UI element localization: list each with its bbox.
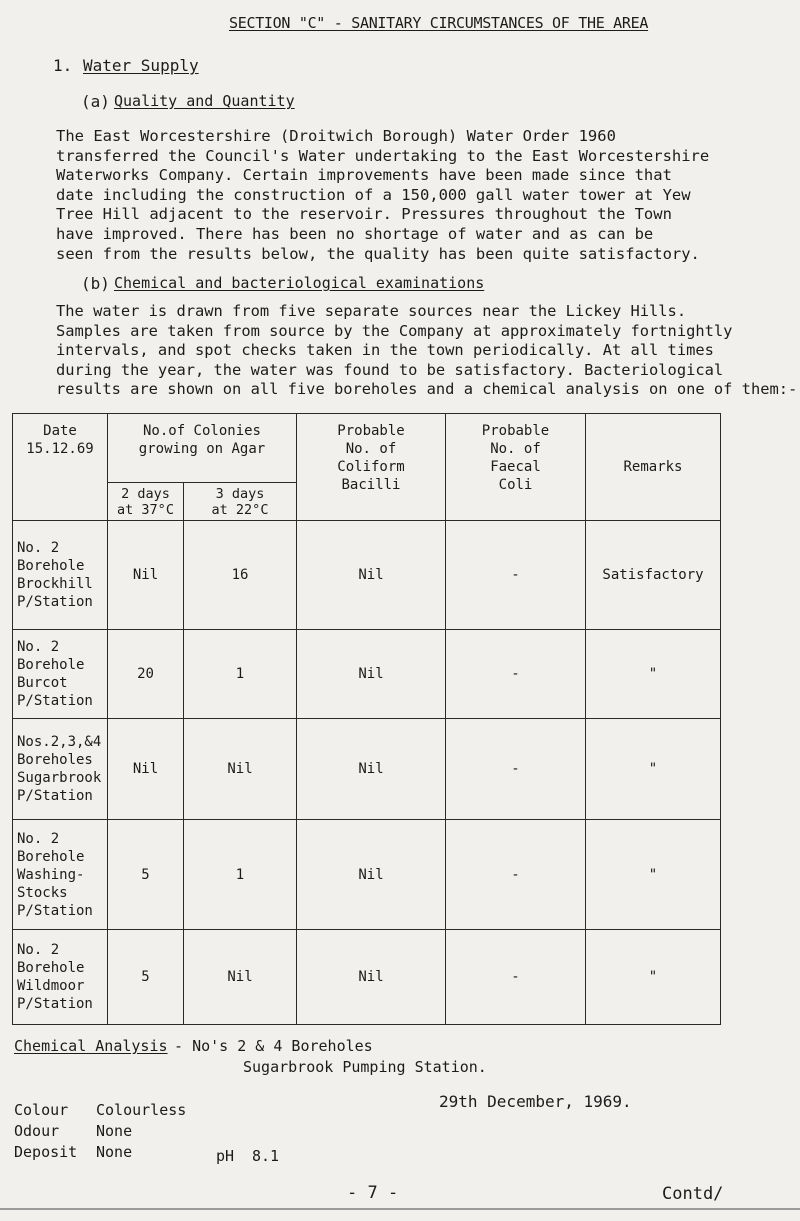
coliform-cell: Nil (297, 630, 446, 719)
faecal-cell: - (446, 630, 586, 719)
item-title: Water Supply (83, 56, 199, 75)
ph-value: 8.1 (252, 1147, 280, 1165)
page-number: - 7 - (347, 1183, 399, 1203)
days3-cell: Nil (184, 719, 297, 820)
coliform-cell: Nil (297, 521, 446, 630)
table-row (13, 930, 721, 1025)
colour-label: Colour (14, 1101, 69, 1119)
sub-a-label: (a) (81, 92, 110, 111)
bacteriological-results-table (12, 413, 721, 1025)
colonies-header-text: No.of Colonies growing on Agar (138, 423, 266, 457)
days2-cell: 20 (108, 630, 184, 719)
chemical-analysis-desc-line1: - No's 2 & 4 Boreholes (165, 1037, 373, 1055)
faecal-cell: - (446, 521, 586, 630)
faecal-cell: - (446, 820, 586, 930)
item-number: 1. (53, 56, 73, 75)
source-cell (13, 630, 108, 719)
coliform-header-text: Probable No. of Coliform Bacilli (337, 423, 405, 493)
days2-header (108, 483, 184, 521)
remarks-header (586, 414, 721, 521)
days3-cell: Nil (184, 930, 297, 1025)
days2-cell: 5 (108, 820, 184, 930)
days2-cell: Nil (108, 521, 184, 630)
coliform-cell: Nil (297, 930, 446, 1025)
source-cell (13, 930, 108, 1025)
source-text: Nos.2,3,&4 Boreholes Sugarbrook P/Station (17, 734, 102, 804)
days3-header (184, 483, 297, 521)
days2-header-text: 2 days at 37°C (117, 485, 174, 518)
source-text: No. 2 Borehole Brockhill P/Station (17, 540, 93, 610)
coliform-cell: Nil (297, 820, 446, 930)
source-cell (13, 521, 108, 630)
days3-header-text: 3 days at 22°C (211, 485, 269, 518)
deposit-label: Deposit (14, 1143, 78, 1161)
source-text: No. 2 Borehole Wildmoor P/Station (17, 942, 93, 1012)
chemical-analysis-title: Chemical Analysis (14, 1037, 168, 1055)
date-header (13, 414, 108, 521)
remarks-cell: " (586, 820, 721, 930)
source-text: No. 2 Borehole Burcot P/Station (17, 639, 93, 709)
days3-cell: 1 (184, 630, 297, 719)
remarks-cell: Satisfactory (586, 521, 721, 630)
sub-a-paragraph: The East Worcestershire (Droitwich Borough) Water Order 1960 transferred the Council's Water undertaking to the East Worcestershire Waterworks Company. Certain improvements have been made since that date including the construction of a 150,000 gall water tower at Yew Tree Hill adjacent to the reservoir. Pressures throughout the Town have improved. There has been no shortage of water and as can be seen from the results below, the quality has been quite satisfactory. (56, 127, 710, 263)
faecal-header-text: Probable No. of Faecal Coli (481, 423, 550, 493)
days3-cell: 1 (184, 820, 297, 930)
faecal-cell: - (446, 930, 586, 1025)
colour-value: Colourless (96, 1101, 187, 1119)
table-row (13, 630, 721, 719)
source-cell (13, 820, 108, 930)
days3-cell: 16 (184, 521, 297, 630)
remarks-cell: " (586, 630, 721, 719)
sub-b-paragraph: The water is drawn from five separate sources near the Lickey Hills. Samples are taken from source by the Company at approximately fortnightly intervals, and spot checks taken in the town periodically. At all times during the year, the water was found to be satisfactory. Bacteriological results are shown on all five boreholes and a chemical analysis on one of them:- (56, 302, 798, 399)
table-row (13, 820, 721, 930)
remarks-cell: " (586, 719, 721, 820)
coliform-header (297, 414, 446, 521)
sub-a-title: Quality and Quantity (114, 92, 295, 110)
colonies-header (108, 414, 297, 483)
coliform-cell: Nil (297, 719, 446, 820)
date-header-text: Date 15.12.69 (26, 423, 94, 457)
faecal-header (446, 414, 586, 521)
table-row (13, 521, 721, 630)
sub-b-label: (b) (81, 274, 110, 293)
section-title: SECTION "C" - SANITARY CIRCUMSTANCES OF THE AREA (229, 14, 649, 32)
contd-label: Contd/ (662, 1184, 724, 1204)
remarks-cell: " (586, 930, 721, 1025)
page-edge-line (0, 1208, 800, 1210)
source-cell (13, 719, 108, 820)
deposit-value: None (96, 1143, 133, 1161)
sub-b-title: Chemical and bacteriological examinations (114, 274, 485, 292)
source-text: No. 2 Borehole Washing- Stocks P/Station (17, 830, 93, 919)
ph-label: pH (216, 1147, 235, 1165)
remarks-header-text: Remarks (623, 459, 683, 475)
table-row (13, 719, 721, 820)
faecal-cell: - (446, 719, 586, 820)
chemical-analysis-desc-line2: Sugarbrook Pumping Station. (243, 1058, 487, 1076)
analysis-date: 29th December, 1969. (439, 1092, 632, 1111)
odour-value: None (96, 1122, 133, 1140)
odour-label: Odour (14, 1122, 60, 1140)
days2-cell: Nil (108, 719, 184, 820)
table-header-row (13, 414, 721, 483)
days2-cell: 5 (108, 930, 184, 1025)
